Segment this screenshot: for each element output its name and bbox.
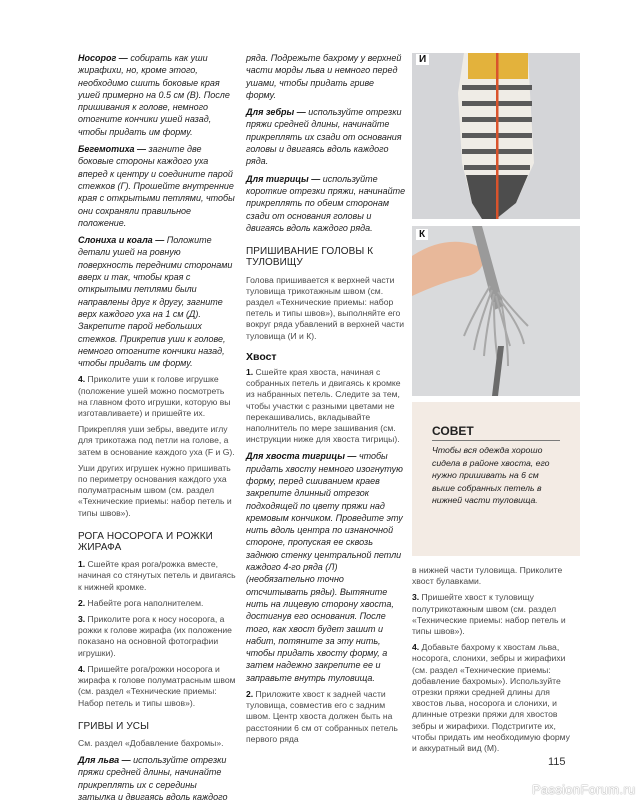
paragraph-lion: Для льва — используйте отрезки пряжи средней длины, начинайте прикреплять их с середины затылка и двигаясь вдоль каждого	[78, 755, 228, 802]
paragraph-begemot: Бегемотиха — загните две боковые стороны каждого уха вперед к центру и соедините парой стежков (Г). Прошейте внутренние края с открытыми петлями, чтобы они сохраняли правильное положение.	[78, 144, 235, 228]
photo-label-k: К	[416, 229, 428, 240]
tail-step-2: 2. Приложите хвост к задней части туловища, совместив его с задним швом. Центр хвоста должен быть на расстоянии 6 см от собранных петель первого ряда	[246, 689, 398, 744]
column-2	[246, 52, 406, 750]
paragraph-lion-continued: ряда. Подрежьте бахрому у верхней части морды льва и немного перед ушами, чтобы придать гриве форму.	[246, 53, 402, 100]
heading-head-attach: ПРИШИВАНИЕ ГОЛОВЫ К ТУЛОВИЩУ	[246, 246, 374, 269]
column-1	[78, 52, 236, 808]
paragraph-head-attach: Голова пришивается к верхней части туловища трикотажным швом (см. раздел «Технические приемы: набор петель и типы швов»), выполняйте его вокруг ряда убавлений в верхней части туловища (И и К).	[246, 274, 405, 341]
paragraph-zebra: Для зебры — используйте отрезки пряжи средней длины, начинайте прикреплять их сзади от основания головы и двигаясь вдоль каждого ряда.	[246, 107, 402, 167]
photo-label-i: И	[416, 54, 429, 65]
horns-step: 3. Приколите рога к носу носорога, а рожки к голове жирафа (их положение показано на основной фотографии игрушки).	[78, 614, 232, 658]
photo-i	[412, 53, 580, 219]
step-4-ears: 4. Приколите уши к голове игрушке (положение ушей можно посмотреть на главном фото игрушки, которую вы изготавливаете) и пришейте их.	[78, 374, 231, 419]
paragraph-tiger-tail: Для хвоста тигрицы — чтобы придать хвосту немного изогнутую форму, перед сшиванием краев закрепите длинный отрезок подходящей по цвету пряжи над кремовым кончиком. Проведите эту нить вдоль центра по изнаночной стороне, пропуская ее сквозь заднюю стенку центральной петли каждого 4-го ряда (Л) (необязательно точно отсчитывать ряды). Вытяните нить на лицевую сторону хвоста, достигнув его основания. После того, как хвост будет зашит и набит, потяните за эту нить, чтобы придать хвосту форму, а затем надежно закрепите ее и заправьте внутрь туловища.	[246, 451, 403, 683]
paragraph-zebra-ears: Прикрепляя уши зебры, введите иглу для трикотажа под петли на голове, а затем в основание каждого уха (F и G).	[78, 424, 235, 457]
knitted-tail-fringe-illustration	[412, 226, 580, 396]
tail-step-1: 1. Сшейте края хвоста, начиная с собранных петель и двигаясь к кромке из набранных петель. Следите за тем, чтобы участки с разными цветами не перекашивались, вкладывайте наполнитель по мере зашивания (см. инструкции ниже для хвоста тигрицы).	[246, 366, 401, 445]
photo-k	[412, 226, 580, 396]
heading-horns: РОГА НОСОРОГА И РОЖКИ ЖИРАФА	[78, 530, 213, 554]
tip-text: Чтобы вся одежда хорошо сидела в районе хвоста, его нужно пришивать на 6 см выше собранных петель в нижней части туловища.	[432, 445, 550, 505]
heading-tail: Хвост	[246, 350, 277, 363]
page-number: 115	[548, 756, 566, 768]
tail-step-3: 3. Пришейте хвост к туловищу полутрикотажным швом (см. раздел «Технические приемы: набор петель и типы швов»).	[412, 592, 566, 637]
knitted-body-illustration	[412, 53, 580, 219]
column-3	[412, 565, 570, 759]
watermark: PassionForum.ru	[532, 782, 636, 797]
mane-reference: См. раздел «Добавление бахромы».	[78, 737, 224, 748]
tail-step-2-continued: в нижней части туловища. Приколите хвост булавками.	[412, 565, 563, 587]
horns-step: 2. Набейте рога наполнителем.	[78, 597, 204, 608]
tail-step-4: 4. Добавьте бахрому к хвостам льва, носорога, слонихи, зебры и жирафихи (см. раздел «Технические приемы: добавление бахромы»). Используйте отрезки пряжи средней длины для хвостов льва, носорога и слонихи, и длинные отрезки пряжи для хвостов зебры и жирафихи. Подстригите их, чтобы придать им необходимую форму и аккуратный вид (М).	[412, 642, 570, 754]
heading-mane: ГРИВЫ И УСЫ	[78, 720, 150, 732]
paragraph-other-ears: Уши других игрушек нужно пришивать по периметру основания каждого уха полуматрасным швом (см. раздел «Технические приемы: набор петель и типы швов»).	[78, 462, 232, 518]
paragraph-nosorog: Носорог — собирать как уши жирафихи, но, кроме этого, необходимо сшить боковые края ушей примерно на 0.5 см (В). После пришивания к голове, немного отогните кончики ушей назад, чтобы придать им форму.	[78, 53, 230, 137]
paragraph-tiger: Для тигрицы — используйте короткие отрезки пряжи, начинайте прикреплять по обеим сторонам сзади от основания головы и двигаясь вдоль каждого ряда.	[246, 173, 406, 233]
horns-step: 4. Пришейте рога/рожки носорога и жирафа к голове полуматрасным швом (см. раздел «Технические приемы: Набор петель и типы швов»).	[78, 663, 236, 708]
paragraph-slon: Слониха и коала — Положите детали ушей на ровную поверхность передними сторонами вверх и так, чтобы края с открытыми петлями были направлены друг к другу, загните верх каждого уха на 1 см (Д). Закрепите парой небольших стежков. Прикрепив уши к голове, немного отогните кончики назад, чтобы придать им форму.	[78, 235, 233, 369]
tip-title: СОВЕТ	[432, 424, 560, 441]
horns-step: 1. Сшейте края рога/рожка вместе, начиная со стянутых петель и двигаясь к нижней кромке.	[78, 559, 236, 592]
